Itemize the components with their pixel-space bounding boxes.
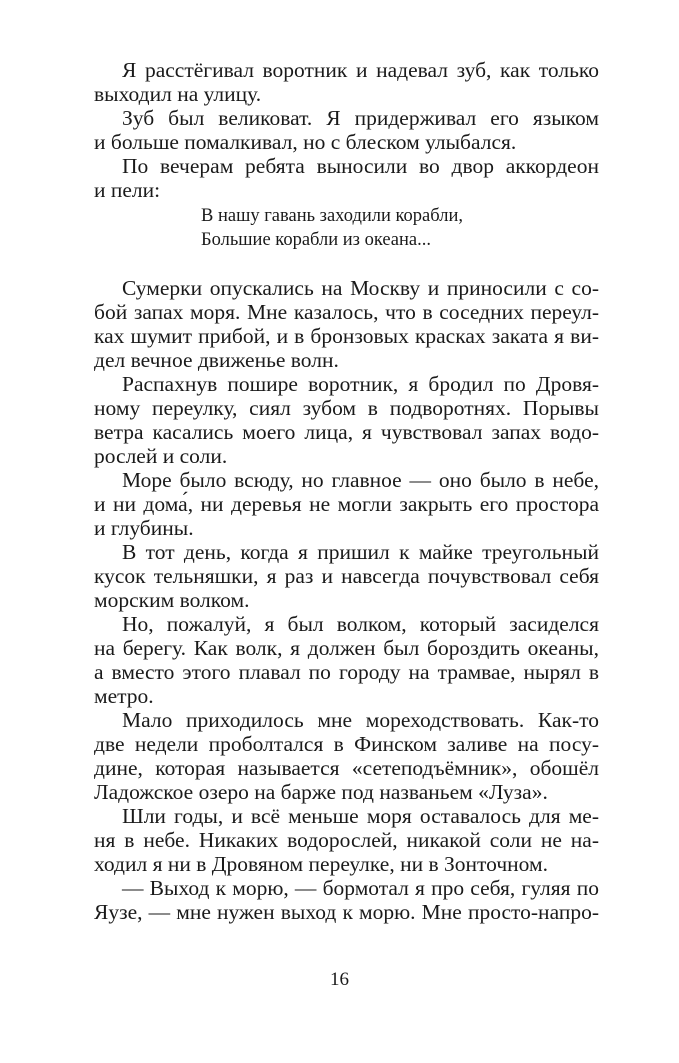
text-line: Яузе, — мне нужен выход к морю. Мне просто-напро- [94,900,599,924]
text-line: а вместо этого плавал по городу на трамвае, нырял в [94,660,599,684]
text-line: на берегу. Как волк, я должен был бороздить океаны, [94,636,599,660]
song-line: В нашу гавань заходили корабли, [201,206,463,226]
text-line: дине, которая называется «сетеподъёмник», обошёл [94,756,599,780]
song-quote [94,204,599,252]
paragraph-sea-wolf [94,540,599,612]
text-line: метро. [94,684,154,708]
text-line: кусок тельняшки, я раз и навсегда почувствовал себя [94,564,599,588]
text-line: Ладожское озеро на барже под названьем «Луза». [94,780,548,804]
text-line: Сумерки опускались на Москву и приносили с со- [122,276,599,300]
text-line: ня в небе. Никаких водорослей, никакой соли не на- [94,828,599,852]
paragraph-collar-tooth [94,58,599,106]
text-line: бой запах моря. Мне казалось, что в соседних переул- [94,300,599,324]
song-line: Большие корабли из океана... [201,230,431,250]
text-line: В тот день, когда я пришил к майке треугольный [122,540,599,564]
paragraph-tooth-too-big [94,106,599,154]
blank-line [94,252,599,276]
text-line: дел вечное движенье волн. [94,348,339,372]
text-line: По вечерам ребята выносили во двор аккордеон [122,154,599,178]
text-line: Зуб был великоват. Я придерживал его языком [122,106,599,130]
book-page-text [94,58,599,924]
paragraph-years-passed [94,804,599,876]
text-line: Но, пожалуй, я был волком, который засиделся [122,612,599,636]
text-line: Море было всюду, но главное — оно было в небе, [122,468,599,492]
text-line: рослей и соли. [94,444,228,468]
paragraph-dusk-moscow [94,276,599,372]
text-line: и ни дома́, ни деревья не могли закрыть его простора [94,492,599,516]
text-line: две недели проболтался в Финском заливе на посу- [94,732,599,756]
text-line: ветра касались моего лица, я чувствовал запах водо- [94,420,599,444]
text-line: и пели: [94,178,161,202]
text-line: — Выход к морю, — бормотал я про себя, гуляя по [122,876,599,900]
text-line: и глубины. [94,516,194,540]
paragraph-sea-everywhere [94,468,599,540]
text-line: ках шумит прибой, и в бронзовых красках заката я ви- [94,324,599,348]
text-line: Я расстёгивал воротник и надевал зуб, как только [122,58,599,82]
text-line: выходил на улицу. [94,82,262,106]
text-line: Шли годы, и всё меньше моря оставалось для ме- [122,804,599,828]
text-line: и больше помалкивал, но с блеском улыбался. [94,130,517,154]
text-line: морским волком. [94,588,250,612]
text-line: ному переулку, сиял зубом в подворотнях. Порывы [94,396,599,420]
paragraph-seafaring [94,708,599,804]
text-line: Распахнув пошире воротник, я бродил по Дровя- [122,372,599,396]
text-line: ходил я ни в Дровяном переулке, ни в Зонточном. [94,852,548,876]
paragraph-evening-accordion [94,154,599,202]
page-number: 16 [330,969,349,990]
text-line: Мало приходилось мне мореходствовать. Как-то [122,708,599,732]
paragraph-wolf-on-shore [94,612,599,708]
paragraph-dровяной-lane [94,372,599,468]
paragraph-exit-to-sea [94,876,599,924]
